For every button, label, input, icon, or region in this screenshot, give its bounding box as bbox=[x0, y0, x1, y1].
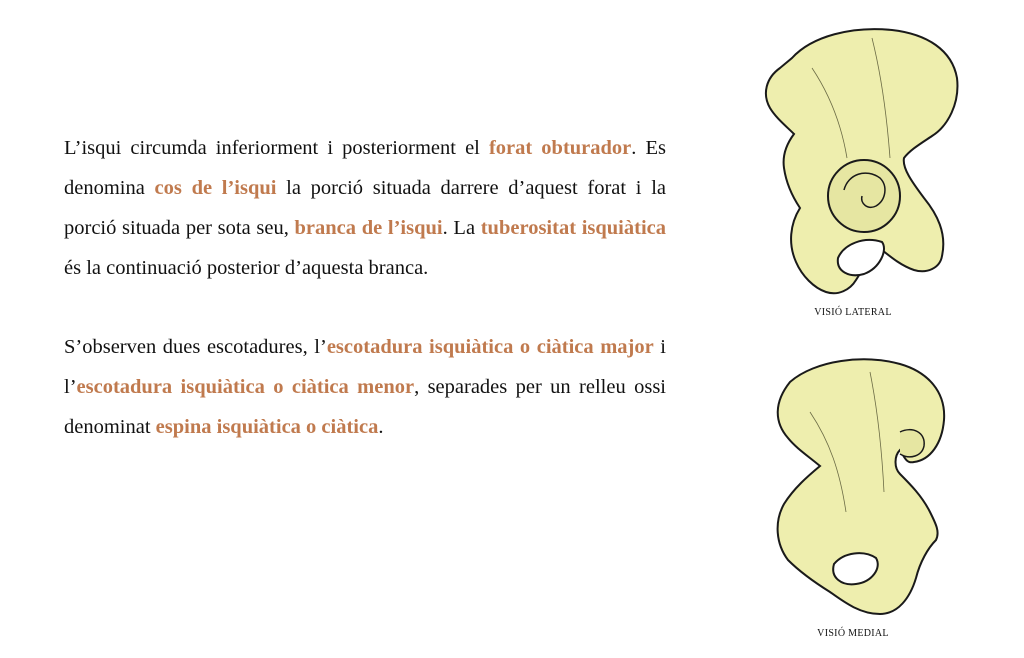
text-run: la porció situada darrere d’aquest forat i la porció situada per sota seu, bbox=[64, 177, 666, 239]
term-escotadura-major: escotadura isquiàtica o ciàtica major bbox=[326, 336, 654, 358]
text-run: L’isqui circumda inferiorment i posteriorment el bbox=[64, 137, 489, 159]
caption-lateral: VISIÓ LATERAL bbox=[814, 307, 892, 318]
paragraph-isqui bbox=[64, 128, 666, 288]
hip-bone-medial-illustration bbox=[760, 352, 950, 622]
term-escotadura-menor: escotadura isquiàtica o ciàtica menor bbox=[76, 376, 415, 398]
term-cos-isqui: cos de l’isqui bbox=[154, 177, 277, 199]
text-run: . La bbox=[442, 217, 481, 239]
text-run: i l’ bbox=[64, 336, 667, 398]
term-espina-isquiatica: espina isquiàtica o ciàtica bbox=[155, 416, 379, 438]
caption-medial: VISIÓ MEDIAL bbox=[817, 628, 889, 639]
term-forat-obturador: forat obturador bbox=[488, 137, 632, 159]
text-run: . Es denomina bbox=[64, 137, 666, 199]
text-run: és la continuació posterior d’aquesta branca. bbox=[64, 257, 429, 279]
text-run: . bbox=[378, 416, 384, 438]
hip-bone-lateral-illustration bbox=[752, 18, 962, 298]
body-text bbox=[64, 128, 666, 447]
term-tuberositat-isquiatica: tuberositat isquiàtica bbox=[480, 217, 666, 239]
term-branca-isqui: branca de l’isqui bbox=[294, 217, 443, 239]
text-run: , separades per un relleu ossi denominat bbox=[64, 376, 666, 438]
paragraph-escotadures bbox=[64, 327, 666, 447]
text-run: S’observen dues escotadures, l’ bbox=[64, 336, 327, 358]
